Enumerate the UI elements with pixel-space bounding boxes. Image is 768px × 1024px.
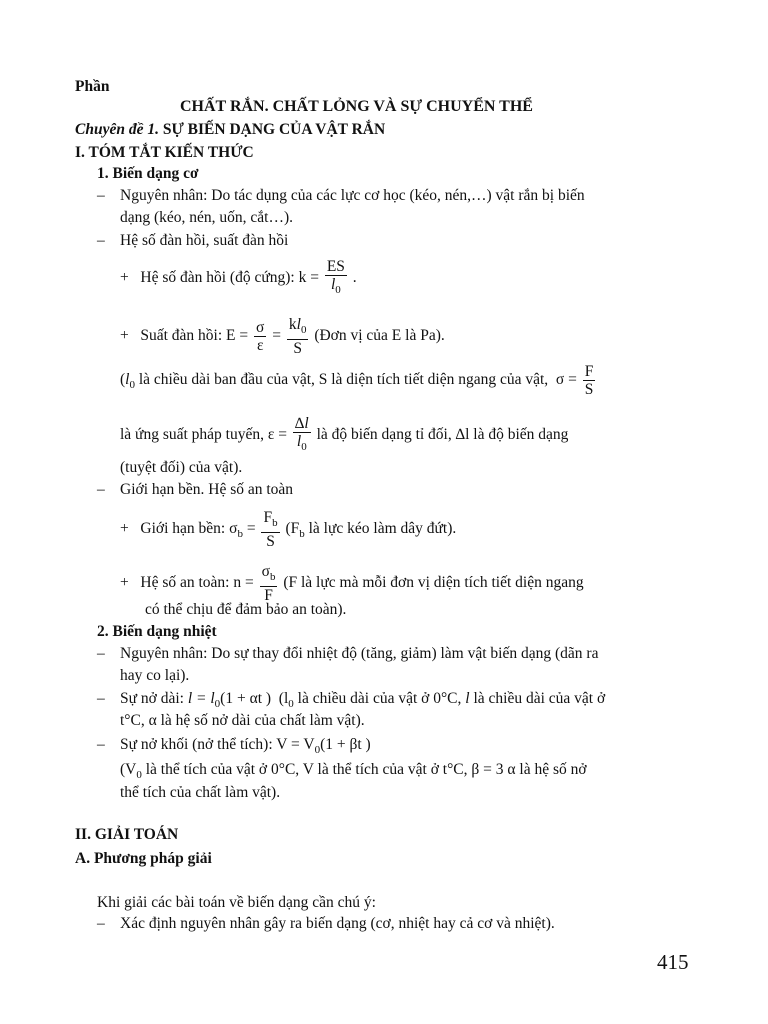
E-fraction-1 [254,319,266,354]
section-1-heading: I. TÓM TẮT KIẾN THỨC [75,144,254,161]
safety-label: Hệ số an toàn: n = [140,574,254,592]
E-unit-note: (Đơn vị của E là Pa). [314,327,445,345]
volume-note-line-1: ($V_0$ là thể tích của vật ở 0°C, V là thể tích của vật ở t°C, β = 3 α là hệ số nở [120,761,587,782]
note-line-3: (tuyệt đối) của vật). [120,459,243,476]
volume-note-line-2: thể tích của chất làm vật). [120,784,281,801]
dash-marker: – [97,232,105,249]
volume-expansion-line: Sự nở khối (nở thể tích): $V = V_0(1 + \beta t$ ) [120,736,371,757]
elastic-heading: Hệ số đàn hồi, suất đàn hồi [120,232,289,249]
plus-marker: + [120,574,137,592]
strength-formula-line: + Giới hạn bền: $\sigma_b$ = $\frac{F_b}{S}$ ($F_b$ là lực kéo làm dây đứt). [120,509,457,551]
strength-fraction: $\frac{F_b}{S}$ [263,509,278,551]
safety-fraction: $\frac{\sigma_b}{F}$ [261,563,276,605]
dash-marker: – [97,187,105,204]
thermal-cause-1: Nguyên nhân: Do sự thay đổi nhiệt độ (tăng, giảm) làm vật biến dạng (dãn ra [120,645,599,662]
E-formula-line [120,316,445,357]
note-line-1: ($l_0$ là chiều dài ban đầu của vật, S là diện tích tiết diện ngang của vật, σ = $\frac{F}{S}$ [120,363,594,398]
subsection-A-heading: A. Phương pháp giải [75,850,212,867]
plus-marker: + [120,269,137,287]
section-2-heading: II. GIẢI TOÁN [75,826,179,843]
plus-marker: + [120,520,137,538]
plus-marker: + [120,327,137,345]
E-equals: = [272,327,281,345]
E-f1-denominator: ε [256,337,264,355]
dash-marker: – [97,915,105,932]
safety-formula-line: + Hệ số an toàn: n = $\frac{\sigma_b}{F}$ (F là lực mà mỗi đơn vị diện tích tiết diện ngang [120,563,584,605]
topic-prefix: Chuyên đề 1. [75,121,159,138]
thermal-cause-2: hay co lại). [120,667,190,684]
E-fraction-2 [287,316,309,357]
E-f1-numerator: σ [256,319,265,337]
E-f2-numerator: $kl_0$ [287,316,309,340]
k-formula-line [120,258,357,299]
safety-note-2: có thể chịu để đảm bảo an toàn). [145,601,347,618]
topic-heading [75,120,385,140]
E-f2-denominator: S [293,340,302,358]
cause-line-2: dạng (kéo, nén, uốn, cắt…). [120,209,294,226]
dash-marker: – [97,736,105,753]
k-end: . [352,269,357,287]
part-label: Phần [75,78,110,95]
subsection-1-heading: 1. Biến dạng cơ [97,165,199,182]
method-bullet-1: Xác định nguyên nhân gây ra biến dạng (cơ, nhiệt hay cả cơ và nhiệt). [120,915,555,932]
epsilon-label: ε = [267,426,288,444]
sigma-label: σ = [555,371,577,389]
subsection-2-heading: 2. Biến dạng nhiệt [97,623,217,640]
limit-heading: Giới hạn bền. Hệ số an toàn [120,481,294,498]
cause-line-1: Nguyên nhân: Do tác dụng của các lực cơ học (kéo, nén,…) vật rắn bị biến [120,187,585,204]
linear-expansion-line-2: t°C, α là hệ số nở dài của chất làm vật). [120,712,365,729]
topic-title: SỰ BIẾN DẠNG CỦA VẬT RẮN [162,121,386,138]
linear-expansion-line: Sự nở dài: $l = l_0(1 + \alpha t$ ) ($l_0$ là chiều dài của vật ở 0°C, l là chiều dài của vật ở [120,690,606,711]
epsilon-fraction: $\frac{\Delta l}{l_0}$ [294,415,309,454]
strength-label: Giới hạn bền: [140,520,226,538]
k-numerator: ES [326,258,345,275]
page-number: 415 [657,950,689,974]
k-label: Hệ số đàn hồi (độ cứng): k = [140,269,319,287]
sigma-fraction: $\frac{F}{S}$ [584,363,594,398]
E-label: Suất đàn hồi: E = [140,327,249,345]
note-line-2: là ứng suất pháp tuyến, ε = $\frac{\Delta l}{l_0}$ là độ biến dạng tỉ đối, ∆l là độ biến dạng [120,415,568,456]
k-denominator: $l_0$ [330,276,341,297]
dash-marker: – [97,481,105,498]
k-fraction [325,258,347,299]
method-intro: Khi giải các bài toán về biến dạng cần chú ý: [97,894,376,911]
chapter-title: CHẤT RẮN. CHẤT LỎNG VÀ SỰ CHUYỂN THỂ [180,98,533,115]
dash-marker: – [97,645,105,662]
dash-marker: – [97,690,105,707]
